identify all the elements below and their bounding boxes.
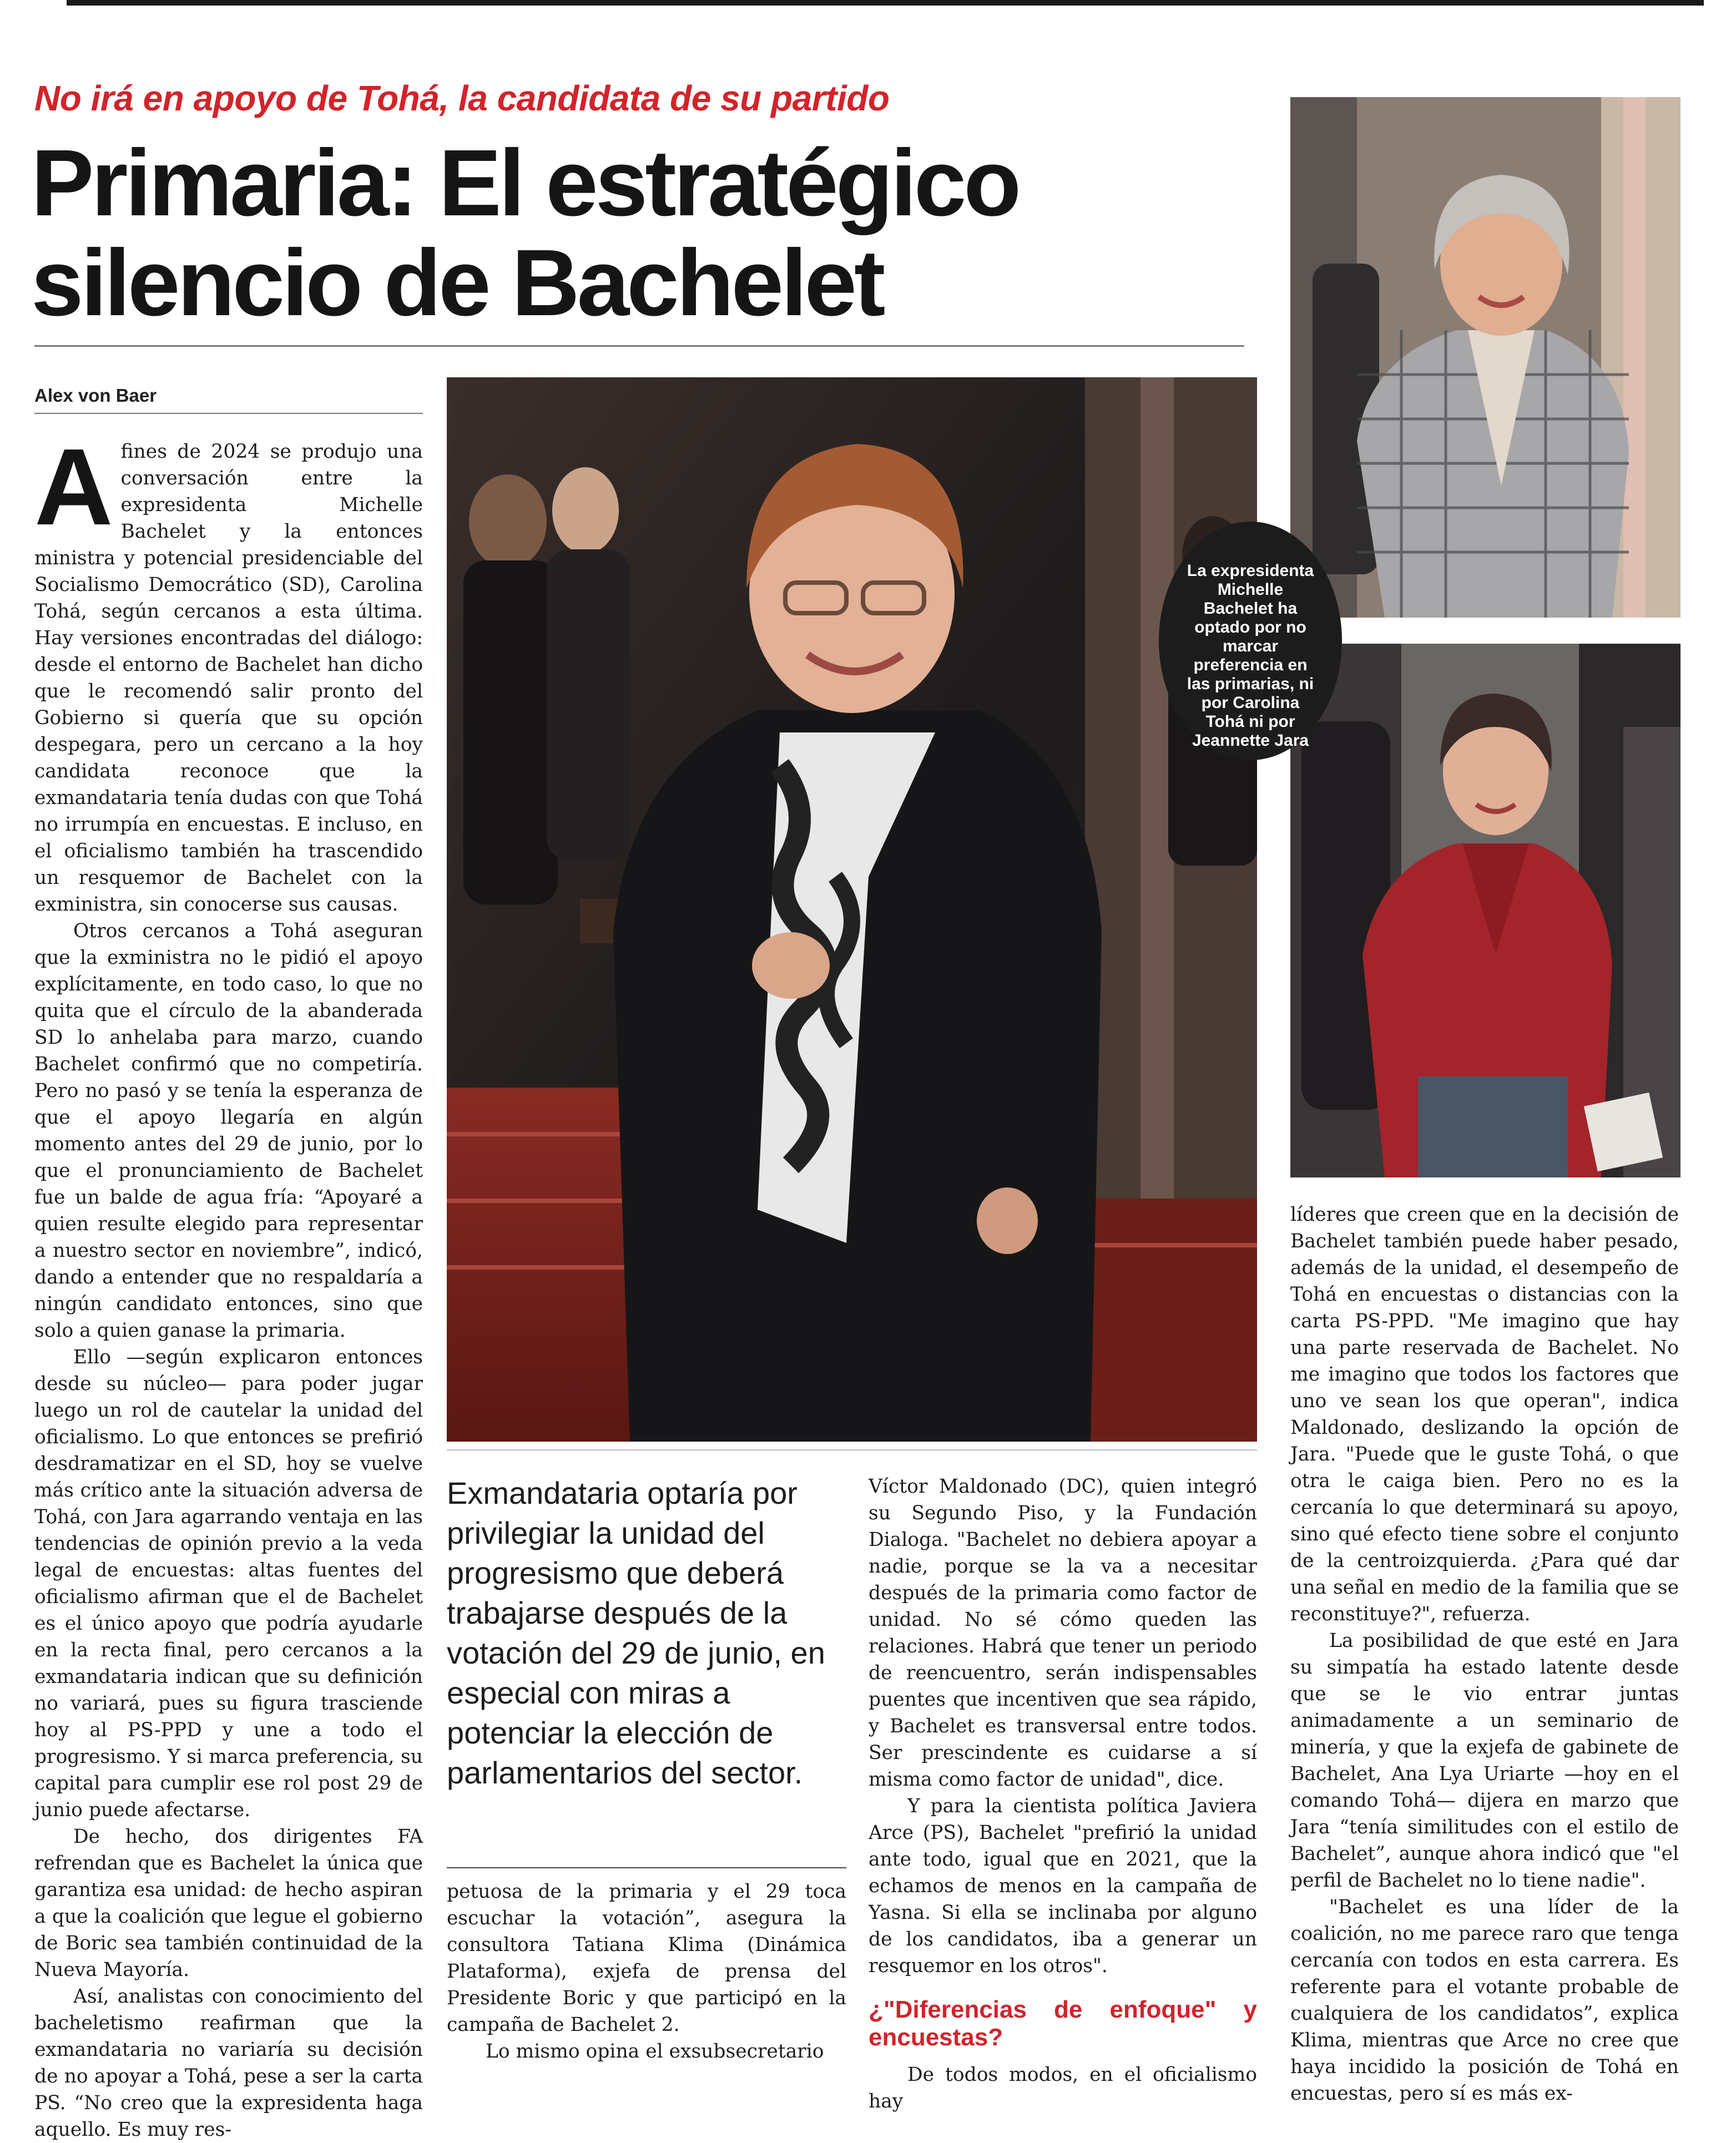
column-1 (34, 426, 423, 2141)
photo-jara-image (1290, 97, 1681, 618)
dropcap: A (34, 426, 113, 548)
subhead: ¿"Diferencias de enfoque" y encuestas? (869, 1996, 1257, 2051)
main-photo (447, 377, 1257, 1442)
byline: Alex von Baer (34, 385, 157, 406)
paragraph: líderes que creen que en la decisión de Bachelet también puede haber pesado, además de la unidad, el desempeño de Tohá en encuestas o distancias con la carta PS-PPD. "Me imagino que hay una parte reservada de Bachelet. No me imagino que todos los factores que uno ve sean los que operan", indica Maldonado, deslizando la opción de Jara. "Puede que le guste Tohá, o que otra le caiga bien. Pero no es la cercanía lo que determinará su apoyo, sino qué efecto tiene sobre el conjunto de la centroizquierda. ¿Para qué dar una señal en medio de la familia que se reconstituye?", refuerza. (1290, 1204, 1679, 1625)
paragraph: Otros cercanos a Tohá aseguran que la exministra no le pidió el apoyo explícitamente, en todo caso, lo que no quita que el círculo de la abanderada SD lo anhelaba para marzo, cuando Bachelet confirmó que no competiría. Pero no pasó y se tenía la esperanza de que el apoyo llegaría en algún momento antes del 29 de junio, por lo que el pronunciamiento de Bachelet fue un balde de agua fría: “Apoyaré a quien resulte elegido para representar a nuestro sector en noviembre”, indicó, dando a entender que no respaldaría a ningún candidato entonces, sino que solo a quien ganase la primaria. (34, 920, 423, 1342)
paragraph: De todos modos, en el oficialismo hay (869, 2064, 1257, 2112)
paragraph: La posibilidad de que esté en Jara su simpatía ha estado latente desde que se le vio entrar juntas animadamente a un seminario de minería, y que la exjefa de gabinete de Bachelet, Ana Lya Uriarte —hoy en el comando Tohá— dijera en marzo que Jara “tenía similitudes con el estilo de Bachelet”, aunque ahora indicó que "el perfil de Bachelet no lo tiene nadie". (1290, 1630, 1679, 1892)
paragraph: Ello —según explicaron entonces desde su núcleo— para poder jugar luego un rol de cautelar la unidad del oficialismo. Lo que entonces se prefirió desdramatizar en el SD, hoy se vuelve más crítico ante la situación adversa de Tohá, con Jara agarrando ventaja en las tendencias de opinión previo a la veda legal de encuestas: altas fuentes del oficialismo afirman que el de Bachelet es el único apoyo que podría ayudarle en la recta final, pero cercanos a la exmandataria indican que su definición no variará, pues su figura trasciende hoy al PS-PPD y une a todo el progresismo. Y si marca preferencia, su capital para cumplir ese rol post 29 de junio puede afectarse. (34, 1346, 423, 1821)
top-rule (67, 0, 1704, 6)
paragraph: Y para la cientista política Javiera Arce (PS), Bachelet "prefirió la unidad ante todo, igual que en 2021, que la echamos de menos en la campaña de Yasna. Si ella se inclinaba por alguno de los candidatos, iba a generar un resquemor en los otros". (869, 1795, 1257, 1977)
photo-jara (1290, 97, 1681, 618)
paragraph: Afines de 2024 se produjo una conversación entre la expresidenta Michelle Bachelet y la entonces ministra y potencial presidenciable del Socialismo Democrático (SD), Carolina Tohá, según cercanos a esta última. Hay versiones encontradas del diálogo: desde el entorno de Bachelet han dicho que le recomendó salir pronto del Gobierno si quería que su opción despegara, pero un cercano a la hoy candidata reconoce que la exmandataria tenía dudas con que Tohá no irrumpía en encuestas. E incluso, en el oficialismo también ha trascendido un resquemor de Bachelet con la exministra, sin conocerse sus causas. (34, 426, 423, 916)
photo-rule (447, 1449, 1257, 1450)
headline-line-2: silencio de Bachelet (31, 230, 883, 336)
pull-quote: Exmandataria optaría por privilegiar la unidad del progresismo que deberá trabajarse después de la votación del 29 de junio, en especial con miras a potenciar la elección de parlamentarios del sector. (447, 1475, 825, 1790)
headline-rule (34, 345, 1244, 347)
headline-line-1: Primaria: El estratégico (31, 130, 1019, 236)
paragraph: "Bachelet es una líder de la coalición, no me parece raro que tenga cercanía con todos en esta carrera. Es referente para el votante probable de cualquiera de los candidatos”, explica Klima, mientras que Arce no cree que haya incidido la posición de Tohá en encuestas, pero sí es más ex- (1290, 1896, 1679, 2105)
pullquote-rule (447, 1867, 846, 1868)
paragraph: Así, analistas con conocimiento del bacheletismo reafirman que la exmandataria no variaría su decisión de no apoyar a Tohá, pese a ser la carta PS. “No creo que la expresidenta haga aquello. Es muy res- (34, 1985, 423, 2141)
byline-rule (34, 413, 423, 414)
paragraph: De hecho, dos dirigentes FA refrendan que es Bachelet la única que garantiza esa unidad: de hecho aspiran a que la coalición que legue el gobierno de Boric sea también continuidad de la Nueva Mayoría. (34, 1826, 423, 1981)
main-photo-image (447, 377, 1257, 1442)
column-4 (1290, 1201, 1679, 2105)
column-2 (447, 1878, 846, 2067)
photo-toha (1290, 644, 1681, 1177)
column-3 (869, 1473, 1257, 2112)
paragraph: petuosa de la primaria y el 29 toca escuchar la votación”, asegura la consultora Tatiana Klima (Dinámica Plataforma), exjefa de prensa del Presidente Boric y que participó en la campaña de Bachelet 2. (447, 1881, 846, 2036)
paragraph: Lo mismo opina el exsubsecretario (486, 2040, 824, 2063)
photo-toha-image (1290, 644, 1681, 1177)
paragraph: Víctor Maldonado (DC), quien integró su Segundo Piso, y la Fundación Dialoga. "Bachelet no debiera apoyar a nadie, porque se la va a necesitar después de la primaria como factor de unidad. No sé cómo queden las relaciones. Habrá que tener un periodo de reencuentro, serán indispensables puentes que incentiven que sea rápido, y Bachelet es transversal entre todos. Ser prescindente es cuidarse a sí misma como factor de unidad", dice. (869, 1475, 1257, 1791)
photo-caption: La expresidenta Michelle Bachelet ha optado por no marcar preferencia en las primarias, ni por Carolina Tohá ni por Jeannette Jara (1159, 522, 1342, 760)
headline (31, 130, 1252, 336)
kicker: No irá en apoyo de Tohá, la candidata de su partido (34, 78, 890, 118)
